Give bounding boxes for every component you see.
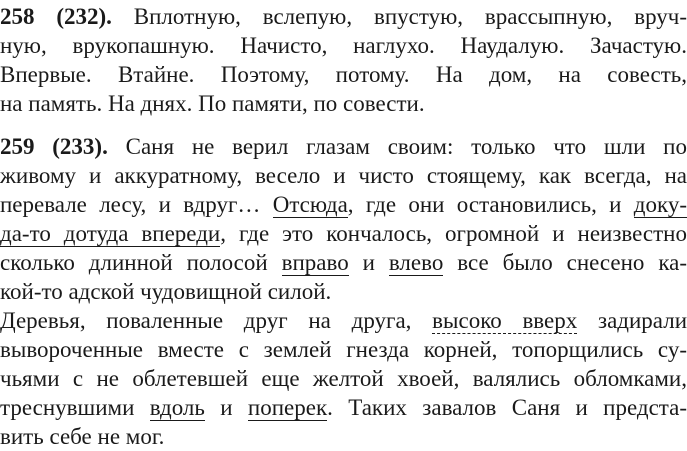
underlined-vdol: вдоль: [149, 395, 205, 420]
ex259-line-3: перевале лесу, и вдруг… Отсюда, где они остановились, и доку-: [0, 192, 687, 217]
underlined-vpravo: вправо: [281, 250, 349, 275]
exercise-259: [0, 132, 687, 451]
ex259-line-9: чьями с не облетевшей еще желтой хвоей, валялись обломками,: [0, 366, 687, 391]
ex258-line-2: ную, врукопашную. Начисто, наглухо. Наудалую. Зачастую.: [0, 33, 687, 58]
ex259-line-4: да-то дотуда впереди, где это кончалось, огромной и неизвестно: [0, 221, 687, 246]
ex259-line-7: Деревья, поваленные друг на друга, высоко вверх задирали: [0, 308, 687, 333]
underlined-poperek: поперек: [247, 395, 328, 420]
ex259-line-10: треснувшими вдоль и поперек. Таких завалов Саня и предста-: [0, 395, 687, 420]
ex259-line-5: сколько длинной полосой вправо и влево все было снесено ка-: [0, 250, 687, 275]
ex258-line-3: Впервые. Втайне. Поэтому, потому. На дом, на совесть,: [0, 62, 687, 87]
underlined-doku: доку-: [633, 192, 687, 217]
exercise-259-number: 259 (233).: [0, 134, 108, 159]
ex258-line-4: на память. На днях. По памяти, по совести.: [0, 91, 425, 116]
exercise-258: [0, 2, 687, 118]
exercise-258-number: 258 (232).: [0, 4, 112, 29]
underlined-vlevo: влево: [388, 250, 444, 275]
underlined-otsyuda: Отсюда: [272, 192, 348, 217]
ex259-line-1: 259 (233). Саня не верил глазам своим: только что шли по: [0, 134, 687, 159]
ex259-line-6: кой-то адской чудовищной силой.: [0, 279, 332, 304]
underlined-vysoko-vverh: высоко вверх: [432, 308, 578, 333]
underlined-da-to-dotuda-vperedi: да-то дотуда впереди: [0, 221, 221, 246]
ex259-line-8: вывороченные вместе с землей гнезда корней, топорщились су-: [0, 337, 687, 362]
ex259-line-2: живому и аккуратному, весело и чисто стоящему, как всегда, на: [0, 163, 687, 188]
ex259-line-11: вить себе не мог.: [0, 424, 165, 449]
ex258-line-1: 258 (232). Вплотную, вслепую, впустую, врассыпную, вруч-: [0, 4, 687, 29]
